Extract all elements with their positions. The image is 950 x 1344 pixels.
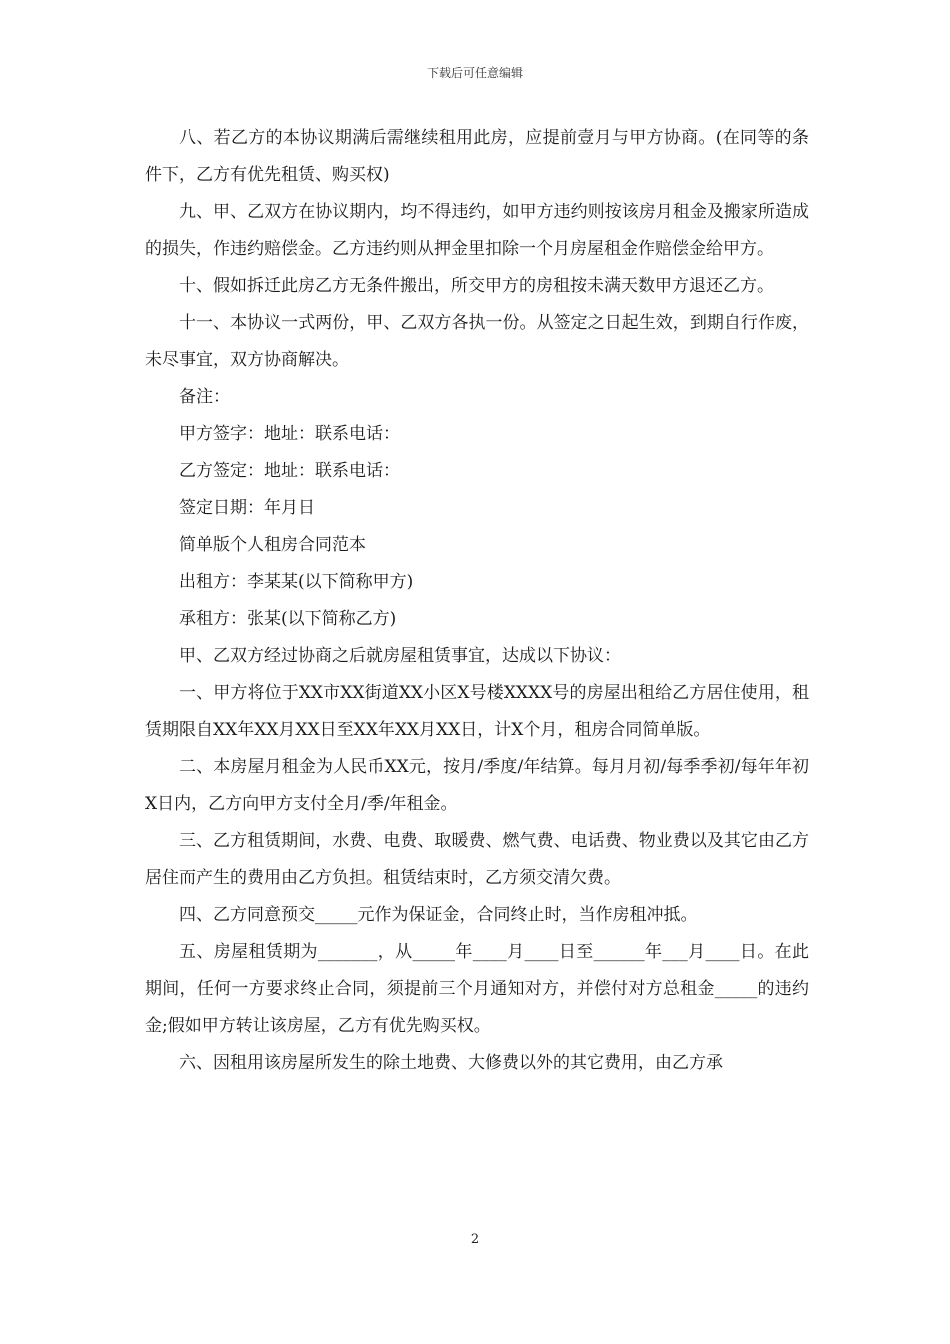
agreement-intro: 甲、乙双方经过协商之后就房屋租赁事宜，达成以下协议： <box>179 646 621 666</box>
party-b-signature-line: 乙方签定：地址：联系电话： <box>179 461 400 481</box>
page-number: 2 <box>470 1232 480 1247</box>
clause-6: 六、因租用该房屋所发生的除土地费、大修费以外的其它费用，由乙方承 <box>179 1053 723 1073</box>
page-header-note: 下载后可任意编辑 <box>426 66 523 80</box>
lessee-line: 承租方：张某(以下简称乙方) <box>179 609 397 629</box>
clause-10: 十、假如拆迁此房乙方无条件搬出，所交甲方的房租按未满天数甲方退还乙方。 <box>179 276 774 296</box>
clause-2: 二、本房屋月租金为人民币XX元，按月/季度/年结算。每月月初/每季季初/每年年初X日内，乙方向甲方支付全月/季/年租金。 <box>145 757 809 814</box>
signing-date-line: 签定日期：年月日 <box>179 498 315 518</box>
section-title: 简单版个人租房合同范本 <box>179 535 366 555</box>
clause-5: 五、房屋租赁期为_______，从_____年____月____日至______年___月____日。在此期间，任何一方要求终止合同，须提前三个月通知对方，并偿付对方总租金_____的违约金;假如甲方转让该房屋，乙方有优先购买权。 <box>145 942 809 1036</box>
clause-9: 九、甲、乙双方在协议期内，均不得违约，如甲方违约则按该房月租金及搬家所造成的损失，作违约赔偿金。乙方违约则从押金里扣除一个月房屋租金作赔偿金给甲方。 <box>145 202 809 259</box>
lessor-line: 出租方：李某某(以下简称甲方) <box>179 572 414 592</box>
clause-8: 八、若乙方的本协议期满后需继续租用此房，应提前壹月与甲方协商。(在同等的条件下，乙方有优先租赁、购买权) <box>145 128 809 185</box>
clause-4: 四、乙方同意预交_____元作为保证金，合同终止时，当作房租冲抵。 <box>179 905 698 925</box>
remarks-label: 备注： <box>179 387 230 407</box>
clause-3: 三、乙方租赁期间，水费、电费、取暖费、燃气费、电话费、物业费以及其它由乙方居住而产生的费用由乙方负担。租赁结束时，乙方须交清欠费。 <box>145 831 809 888</box>
document-body <box>145 120 809 1082</box>
clause-1: 一、甲方将位于XX市XX街道XX小区X号楼XXXX号的房屋出租给乙方居住使用，租赁期限自XX年XX月XX日至XX年XX月XX日，计X个月，租房合同简单版。 <box>145 683 809 740</box>
party-a-signature-line: 甲方签字：地址：联系电话： <box>179 424 400 444</box>
clause-11: 十一、本协议一式两份，甲、乙双方各执一份。从签定之日起生效，到期自行作废，未尽事宜，双方协商解决。 <box>145 313 809 370</box>
